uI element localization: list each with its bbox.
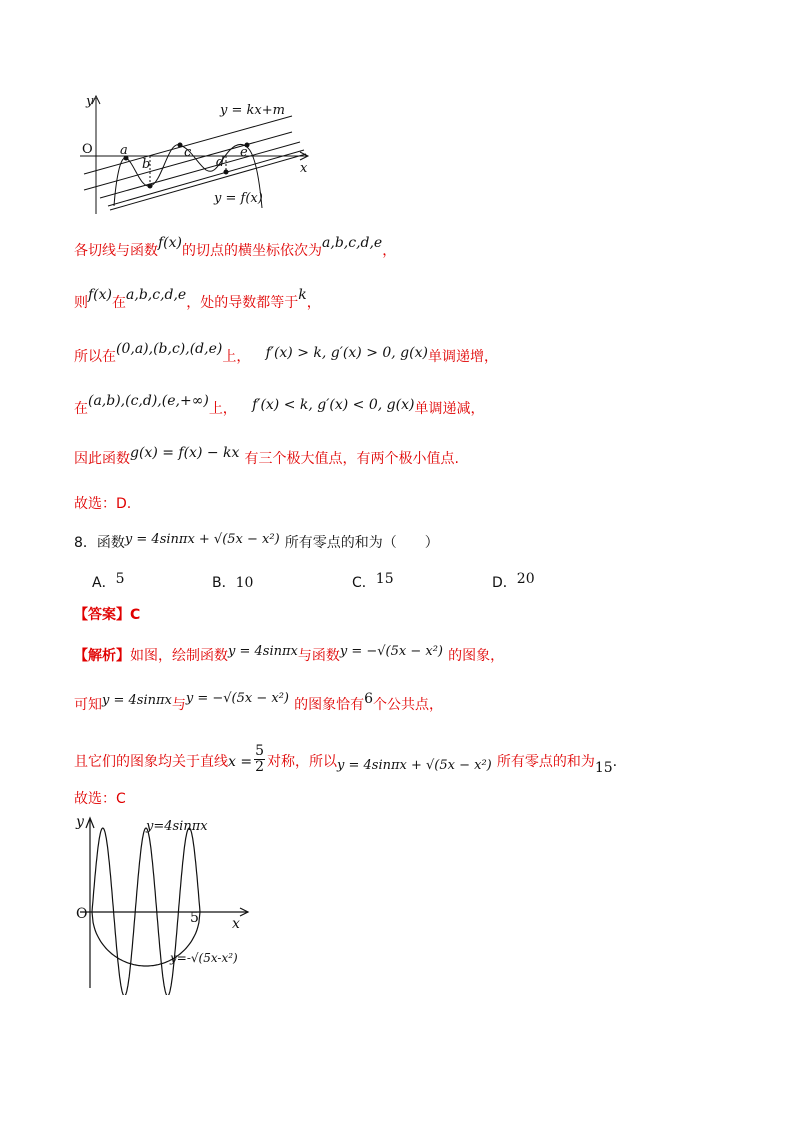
ans8-conclusion: 故选：C [74,791,126,807]
ans8-a2-f1: y = 4sinπx [102,693,172,708]
ans8-a2-text4: 个公共点， [373,697,443,713]
ans8-a1-tag: 【解析】 [74,648,130,664]
sine-semicircle-figure [70,810,260,995]
ans8-a1-f1: y = 4sinπx [228,644,298,659]
ans8-line-3 [74,743,618,777]
q8-num: 8．函数 [74,535,125,551]
ans8-a1-text3: 的图象， [448,648,505,664]
sol7-line-4 [74,393,485,418]
sol7-line-3 [74,341,498,366]
sol7-l5-func: g(x) = f(x) − kx [130,445,240,461]
q8-option-d[interactable] [492,572,535,592]
sol7-conclusion: 故选：D. [74,496,132,512]
sol7-l4-intervals: (a,b),(c,d),(e,+∞) [88,393,209,409]
ans8-a3-frac [254,744,265,775]
sol7-l1-pts: a,b,c,d,e [322,235,383,251]
q8-stem-end: 所有零点的和为（ ） [284,535,439,551]
sol7-l1-f: f(x) [158,235,183,251]
ans8-a3-den: 2 [255,759,264,775]
q8-option-c[interactable] [352,572,394,592]
ans8-a1-text: 如图，绘制函数 [130,648,228,664]
ans8-answer-text: 【答案】C [74,607,141,623]
sol7-l3-cond: f′(x) > k, g′(x) > 0, g(x) [265,345,428,361]
sol7-l3-text3: 单调递增， [427,349,498,365]
sol7-l5-text: 因此函数 [74,451,130,467]
fig2-sin-label: y=4sinπx [146,819,208,834]
q8-option-b[interactable] [212,572,253,592]
fig1-point-c: c [184,145,192,160]
ans8-a3-func: y = 4sinπx + √(5x − x²) [337,758,492,773]
fig2-origin: O [76,906,88,922]
sol7-line-6 [74,493,131,513]
q8-func: y = 4sinπx + √(5x − x²) [124,532,280,547]
q8-option-a[interactable] [92,572,125,592]
fig1-axis-x: x [300,161,308,176]
sol7-l1-end: ， [382,243,397,259]
sol7-l2-text2: 在 [112,295,127,311]
sol7-line-1 [74,235,397,260]
q8-option-d-value: 20 [516,571,535,587]
sol7-l4-text2: 上， [208,401,237,417]
point-b [148,184,153,189]
tangent-figure [70,90,320,225]
sol7-l2-f: f(x) [88,287,113,303]
fig1-origin: O [82,142,93,157]
tangent-line-3 [100,142,300,198]
ans8-a3-end: . [612,754,618,770]
ans8-a1-f2: y = −√(5x − x²) [339,644,443,659]
fig2-axis-y: y [76,814,84,830]
tangent-line-4 [108,150,304,206]
ans8-a1-text2: 与函数 [297,648,340,664]
fig1-point-d: d [216,155,225,170]
tangent-line-5 [110,154,306,210]
ans8-a3-x: x = [228,754,253,770]
ans8-line-1 [74,645,504,665]
q8-option-b-value: 10 [235,575,254,591]
q8-option-a-label: A． [92,575,116,591]
q8-option-c-label: C． [352,575,376,591]
point-d [224,170,229,175]
sol7-l3-intervals: (0,a),(b,c),(d,e) [116,341,223,357]
fig1-point-a: a [120,143,128,158]
q8-option-d-label: D． [492,575,517,591]
ans8-a2-f2: y = −√(5x − x²) [185,691,289,706]
sol7-l2-text3: ，处的导数都等于 [186,295,299,311]
ans8-a3-text2: 对称，所以 [267,754,337,770]
fig2-tick-5: 5 [190,910,199,926]
ans8-a2-text: 可知 [74,697,102,713]
ans8-a3-text: 且它们的图象均关于直线 [74,754,228,770]
tangent-line-2 [84,132,292,190]
ans8-line-2 [74,691,443,714]
ans8-a2-text3: 的图象恰有 [294,697,365,713]
ans8-a2-text2: 与 [171,697,186,713]
q8-option-b-label: B． [212,575,236,591]
sol7-l3-text2: 上， [222,349,251,365]
fig2-semi-label: y=-√(5x-x²) [170,951,238,965]
ans8-answer [74,604,140,624]
sol7-l2-text: 则 [74,295,88,311]
sol7-line-2 [74,287,321,312]
sol7-l5-text2: 有三个极大值点，有两个极小值点. [244,451,459,467]
q8-option-a-value: 5 [115,571,125,587]
q8-option-c-value: 15 [375,571,394,587]
ans8-a3-num: 5 [255,743,264,759]
sol7-l2-end: ， [306,295,321,311]
ans8-a3-sum: 15 [594,760,613,776]
sol7-l1-text: 各切线与函数 [74,243,158,259]
fig1-point-b: b [142,157,151,172]
fig1-curve-label: y = f(x) [214,191,263,206]
ans8-a2-num: 6 [364,691,373,707]
q8-stem [74,532,439,552]
sol7-l4-text: 在 [74,401,88,417]
fig2-axis-x: x [232,916,240,932]
ans8-a3-text3: 所有零点的和为 [496,754,595,770]
fig1-line-label: y = kx+m [220,103,285,118]
ans8-line-4 [74,788,126,808]
sol7-line-5 [74,445,459,468]
sol7-l3-text: 所以在 [74,349,116,365]
sol7-l1-text2: 的切点的横坐标依次为 [182,243,323,259]
point-c [178,143,183,148]
fig1-axis-y: y [86,94,94,109]
fig1-point-e: e [240,145,248,160]
sol7-l2-pts: a,b,c,d,e [126,287,187,303]
sol7-l4-text3: 单调递减， [414,401,485,417]
sol7-l4-cond: f′(x) < k, g′(x) < 0, g(x) [252,397,415,413]
sol7-l2-k: k [298,287,307,303]
